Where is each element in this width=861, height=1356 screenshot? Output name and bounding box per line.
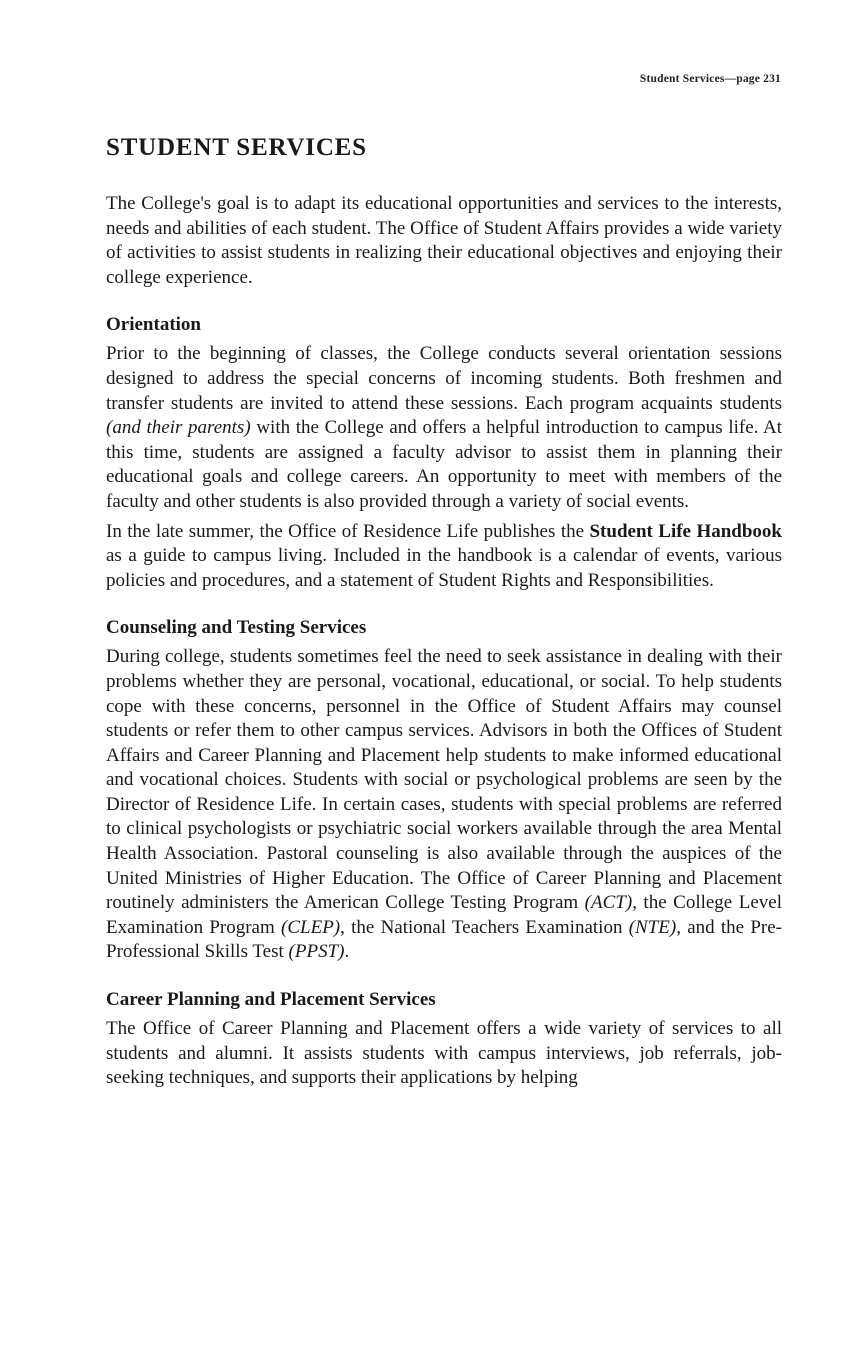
career-section	[106, 987, 782, 1091]
counseling-text-c: the National Teachers Examination	[344, 916, 629, 938]
orientation-p2-text-b: as a guide to campus living. Included in the handbook is a calendar of events, various policies and procedures, and a statement of Student Rights and Responsibilities.	[106, 545, 782, 591]
counseling-section	[106, 615, 782, 965]
running-head: Student Services—page 231	[639, 73, 781, 85]
counseling-text-d: and the Pre-Professional Skills Test	[106, 916, 782, 963]
page-title: STUDENT SERVICES	[106, 134, 367, 161]
page-content	[106, 132, 782, 1091]
nte-abbrev: (NTE),	[628, 916, 681, 938]
counseling-heading: Counseling and Testing Services	[106, 617, 367, 639]
counseling-paragraph	[106, 645, 782, 965]
orientation-text-a: Prior to the beginning of classes, the College conducts several orientation sessions designed to address the special concerns of incoming students. Both freshmen and transfer students are invited to attend these sessions. Each program acquaints students	[106, 343, 782, 414]
counseling-text-e: .	[344, 941, 350, 963]
ppst-abbrev: (PPST)	[288, 941, 345, 963]
intro-paragraph: The College's goal is to adapt its educational opportunities and services to the interests, needs and abilities of each student. The Office of Student Affairs provides a wide variety of activities to assist students in realizing their educational objectives and enjoying their college experience.	[106, 193, 782, 288]
orientation-p2-text-a: In the late summer, the Office of Residence Life publishes the	[106, 520, 590, 542]
orientation-parents-emphasis: (and their parents)	[106, 417, 251, 439]
act-abbrev: (ACT),	[584, 892, 637, 914]
orientation-text-b: with the College and offers a helpful introduction to campus life. At this time, students are assigned a faculty advisor to assist them in planning their educational goals and college careers. An opportunity to meet with members of the faculty and other students is also provided through a variety of social events.	[106, 417, 782, 512]
orientation-paragraph-2	[106, 520, 782, 594]
counseling-text-b: the College Level Examination Program	[106, 892, 783, 938]
clep-abbrev: (CLEP),	[281, 916, 345, 938]
orientation-paragraph-1	[106, 342, 782, 514]
orientation-heading: Orientation	[106, 314, 201, 336]
orientation-section	[106, 312, 782, 593]
career-heading: Career Planning and Placement Services	[106, 989, 436, 1011]
career-paragraph: The Office of Career Planning and Placement offers a wide variety of services to all students and alumni. It assists students with campus interviews, job referrals, job-seeking techniques, and supports their applications by helping	[106, 1018, 782, 1089]
handbook-title: Student Life Handbook	[589, 520, 782, 542]
counseling-text-a: During college, students sometimes feel the need to seek assistance in dealing with their problems whether they are personal, vocational, educational, or social. To help students cope with these concerns, personnel in the Office of Student Affairs may counsel students or refer them to other campus services. Advisors in both the Offices of Student Affairs and Career Planning and Placement help students to make informed educational and vocational choices. Students with social or psychological problems are seen by the Director of Residence Life. In certain cases, students with special problems are referred to clinical psychologists or psychiatric social workers available through the area Mental Health Association. Pastoral counseling is also available through the auspices of the United Ministries of Higher Education. The Office of Career Planning and Placement routinely administers the American College Testing Program	[106, 646, 782, 914]
